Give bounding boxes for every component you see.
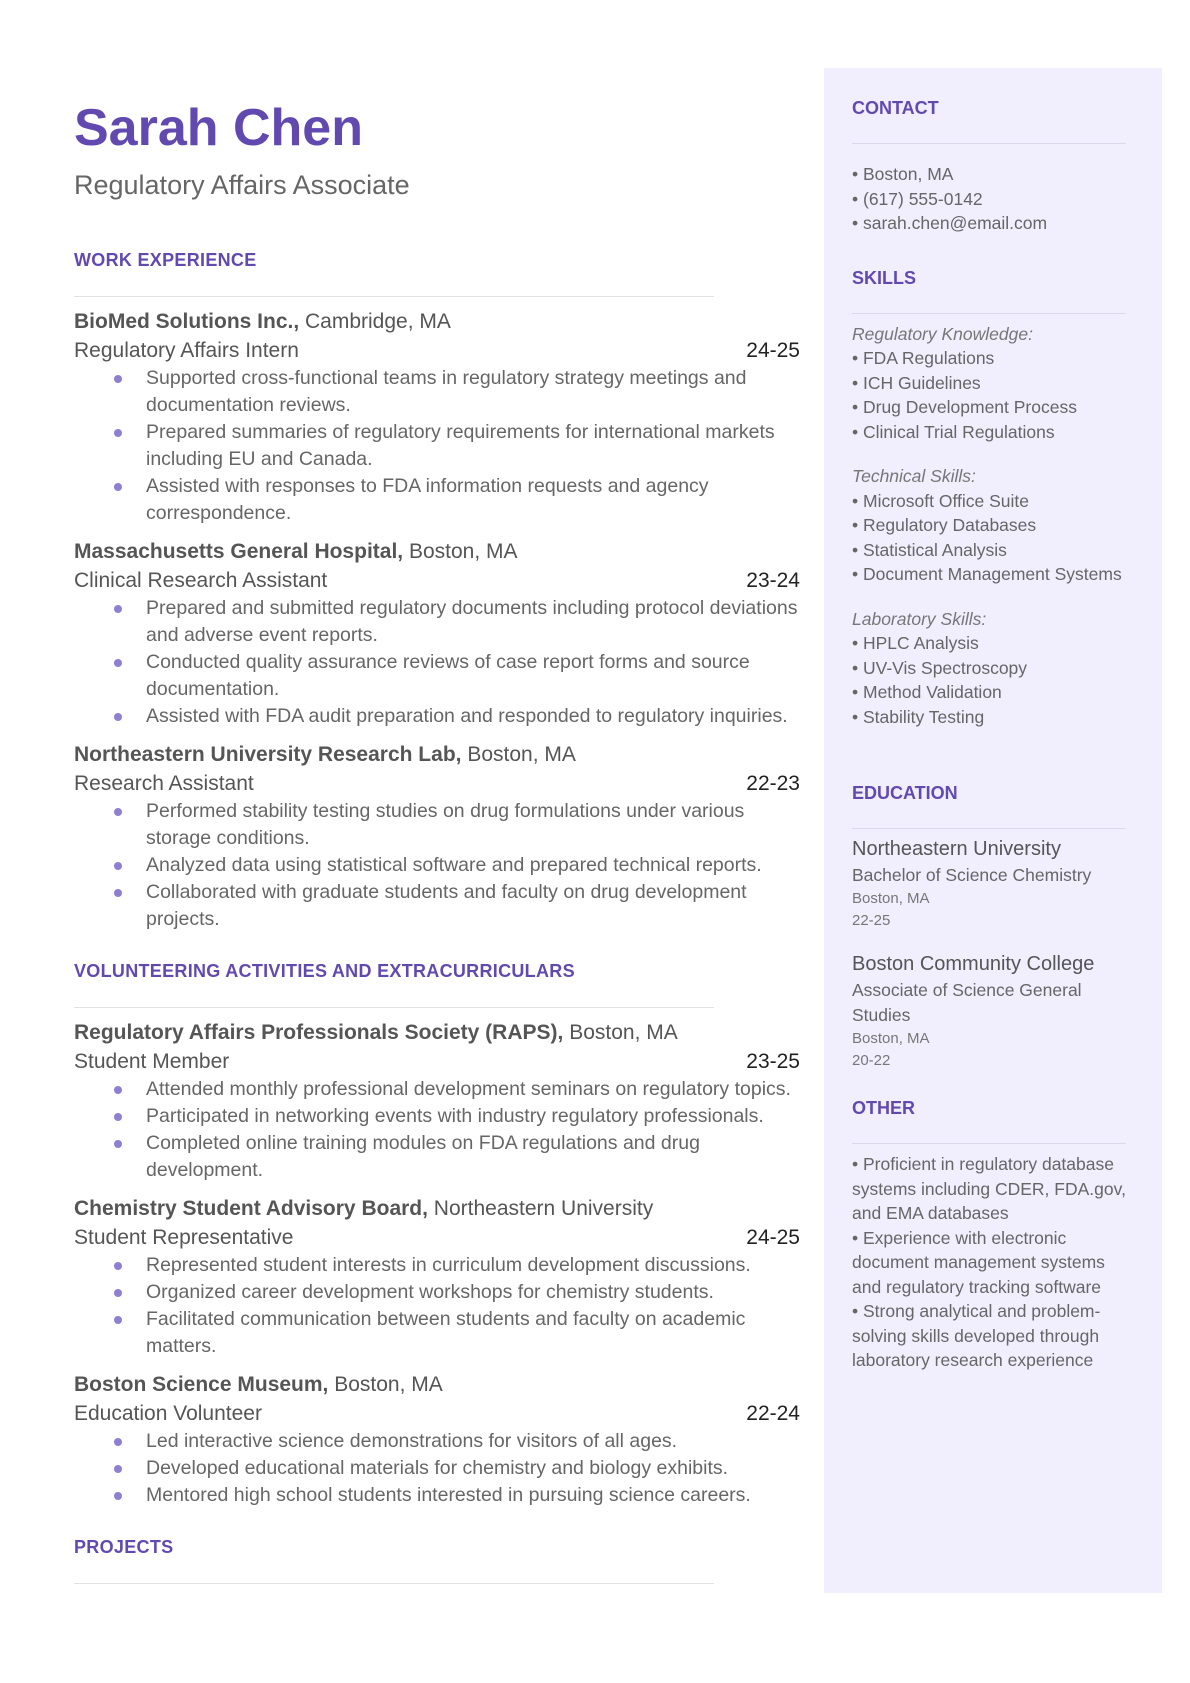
organization-name: Massachusetts General Hospital, [74, 540, 404, 563]
entry-position-row [74, 1223, 800, 1252]
section-title: WORK EXPERIENCE [74, 250, 257, 270]
contact-item: • sarah.chen@email.com [852, 213, 1048, 233]
entry-position-row [74, 1399, 800, 1428]
degree: Bachelor of Science Chemistry [852, 865, 1092, 885]
bullet-list [74, 798, 800, 933]
bullet-list [74, 1076, 800, 1184]
skill-item: • Statistical Analysis [852, 539, 1007, 560]
skill-item: • FDA Regulations [852, 348, 995, 368]
bullet-item: Completed online training modules on FDA regulations and drug development. [114, 1130, 800, 1184]
section-divider [852, 143, 1126, 144]
skills-title: SKILLS [852, 267, 917, 288]
skill-item: • Method Validation [852, 682, 1002, 702]
organization-location: Boston, MA [403, 540, 518, 563]
organization-location: Boston, MA [461, 743, 576, 766]
bullet-list [74, 1252, 800, 1360]
experience-entry [74, 537, 800, 730]
bullet-item: Assisted with FDA audit preparation and responded to regulatory inquiries. [114, 703, 800, 730]
section-divider [852, 1143, 1126, 1144]
bullet-item: Conducted quality assurance reviews of case report forms and source documentation. [114, 649, 800, 703]
bullet-item: Collaborated with graduate students and faculty on drug development projects. [114, 879, 800, 933]
education-years: 22-25 [852, 912, 891, 929]
position-title: Student Member [74, 1050, 230, 1073]
contact-item: • (617) 555-0142 [852, 188, 983, 209]
organization-location: Boston, MA [328, 1373, 443, 1396]
education-location: Boston, MA [852, 1030, 930, 1047]
candidate-title: Regulatory Affairs Associate [74, 170, 410, 200]
experience-entry [74, 1194, 800, 1360]
section-divider [74, 296, 714, 297]
education-location: Boston, MA [852, 890, 930, 907]
organization-name: Chemistry Student Advisory Board, [74, 1197, 428, 1220]
contact-title: CONTACT [852, 98, 939, 118]
entry-organization [74, 1018, 800, 1047]
bullet-item: Analyzed data using statistical software and prepared technical reports. [114, 852, 800, 879]
skill-items [852, 346, 1126, 444]
entry-organization [74, 1194, 800, 1223]
bullet-item: Participated in networking events with industry regulatory professionals. [114, 1103, 800, 1130]
experience-entry [74, 740, 800, 933]
skill-items [852, 489, 1126, 587]
education-entry [852, 950, 1126, 1072]
entry-position-row [74, 336, 800, 365]
date-range: 22-23 [746, 772, 800, 795]
entry-organization [74, 1370, 800, 1399]
bullet-item: Developed educational materials for chemistry and biology exhibits. [114, 1455, 800, 1482]
bullet-item: Prepared summaries of regulatory requirements for international markets including EU and Canada. [114, 419, 800, 473]
date-range: 22-24 [746, 1402, 800, 1425]
organization-name: Northeastern University Research Lab, [74, 743, 462, 766]
main-column [74, 96, 800, 1584]
education-entry [852, 835, 1126, 932]
bullet-item: Facilitated communication between students and faculty on academic matters. [114, 1306, 800, 1360]
date-range: 24-25 [746, 1226, 800, 1249]
organization-location: Cambridge, MA [299, 310, 451, 333]
section-divider [74, 1583, 714, 1584]
skill-group-label: Technical Skills: [852, 466, 976, 486]
work-experience-section [74, 250, 800, 933]
bullet-item: Mentored high school students interested in pursuing science careers. [114, 1482, 800, 1509]
skill-group [852, 607, 1126, 730]
skill-item: • UV-Vis Spectroscopy [852, 657, 1028, 678]
bullet-item: Organized career development workshops for chemistry students. [114, 1279, 800, 1306]
entry-organization [74, 740, 800, 769]
skill-group-label: Laboratory Skills: [852, 608, 987, 629]
skill-group [852, 464, 1126, 587]
school-name: Boston Community College [852, 953, 1095, 975]
bullet-item: Supported cross-functional teams in regulatory strategy meetings and documentation reviews. [114, 365, 800, 419]
skill-item: • Drug Development Process [852, 397, 1077, 417]
school-name: Northeastern University [852, 838, 1061, 860]
date-range: 24-25 [746, 339, 800, 362]
skill-items [852, 631, 1126, 729]
skill-item: • ICH Guidelines [852, 372, 981, 393]
bullet-item: Performed stability testing studies on drug formulations under various storage conditions. [114, 798, 800, 852]
organization-location: Boston, MA [563, 1021, 678, 1044]
candidate-name: Sarah Chen [74, 99, 363, 157]
entry-organization [74, 537, 800, 566]
organization-location: Northeastern University [427, 1197, 654, 1220]
bullet-list [74, 595, 800, 730]
bullet-item: Assisted with responses to FDA information requests and agency correspondence. [114, 473, 800, 527]
skill-item: • HPLC Analysis [852, 633, 979, 653]
section-divider [852, 828, 1126, 829]
volunteer-list [74, 1018, 800, 1509]
bullet-item: Represented student interests in curriculum development discussions. [114, 1252, 800, 1279]
position-title: Regulatory Affairs Intern [74, 339, 299, 362]
section-divider [852, 313, 1126, 314]
position-title: Research Assistant [74, 772, 254, 795]
skill-item: • Clinical Trial Regulations [852, 421, 1055, 442]
education-title: EDUCATION [852, 783, 958, 803]
skill-item: • Regulatory Databases [852, 515, 1037, 535]
experience-entry [74, 307, 800, 527]
sidebar [824, 68, 1162, 1593]
bullet-item: Attended monthly professional development seminars on regulatory topics. [114, 1076, 800, 1103]
skills-list [852, 322, 1126, 730]
date-range: 23-25 [746, 1050, 800, 1073]
bullet-list [74, 1428, 800, 1509]
other-list [852, 1152, 1126, 1373]
experience-entry [74, 1018, 800, 1184]
section-divider [74, 1007, 714, 1008]
skill-item: • Stability Testing [852, 706, 985, 727]
section-title: VOLUNTEERING ACTIVITIES AND EXTRACURRICULARS [74, 961, 575, 981]
entry-position-row [74, 769, 800, 798]
section-title: PROJECTS [74, 1537, 174, 1557]
organization-name: BioMed Solutions Inc., [74, 310, 300, 333]
education-list [852, 835, 1126, 1072]
position-title: Student Representative [74, 1226, 294, 1249]
skill-group-label: Regulatory Knowledge: [852, 323, 1033, 344]
skill-item: • Microsoft Office Suite [852, 490, 1029, 511]
skill-item: • Document Management Systems [852, 564, 1122, 584]
date-range: 23-24 [746, 569, 800, 592]
education-years: 20-22 [852, 1052, 891, 1069]
volunteer-section [74, 961, 800, 1509]
other-item: • Proficient in regulatory database systems including CDER, FDA.gov, and EMA databases [852, 1154, 1126, 1223]
entry-position-row [74, 1047, 800, 1076]
work-list [74, 307, 800, 933]
organization-name: Regulatory Affairs Professionals Society (RAPS), [74, 1021, 564, 1044]
organization-name: Boston Science Museum, [74, 1373, 329, 1396]
experience-entry [74, 1370, 800, 1509]
entry-organization [74, 307, 800, 336]
other-item: • Experience with electronic document management systems and regulatory tracking software [852, 1227, 1105, 1297]
bullet-item: Led interactive science demonstrations for visitors of all ages. [114, 1428, 800, 1455]
position-title: Education Volunteer [74, 1402, 262, 1425]
bullet-item: Prepared and submitted regulatory documents including protocol deviations and adverse event reports. [114, 595, 800, 649]
contact-item: • Boston, MA [852, 164, 954, 184]
position-title: Clinical Research Assistant [74, 569, 328, 592]
other-item: • Strong analytical and problem-solving skills developed through laboratory research experience [852, 1301, 1101, 1370]
skill-group [852, 322, 1126, 445]
degree: Associate of Science General Studies [852, 980, 1082, 1025]
entry-position-row [74, 566, 800, 595]
other-title: OTHER [852, 1098, 915, 1118]
contact-list [852, 162, 1126, 236]
bullet-list [74, 365, 800, 527]
projects-section [74, 1537, 800, 1584]
